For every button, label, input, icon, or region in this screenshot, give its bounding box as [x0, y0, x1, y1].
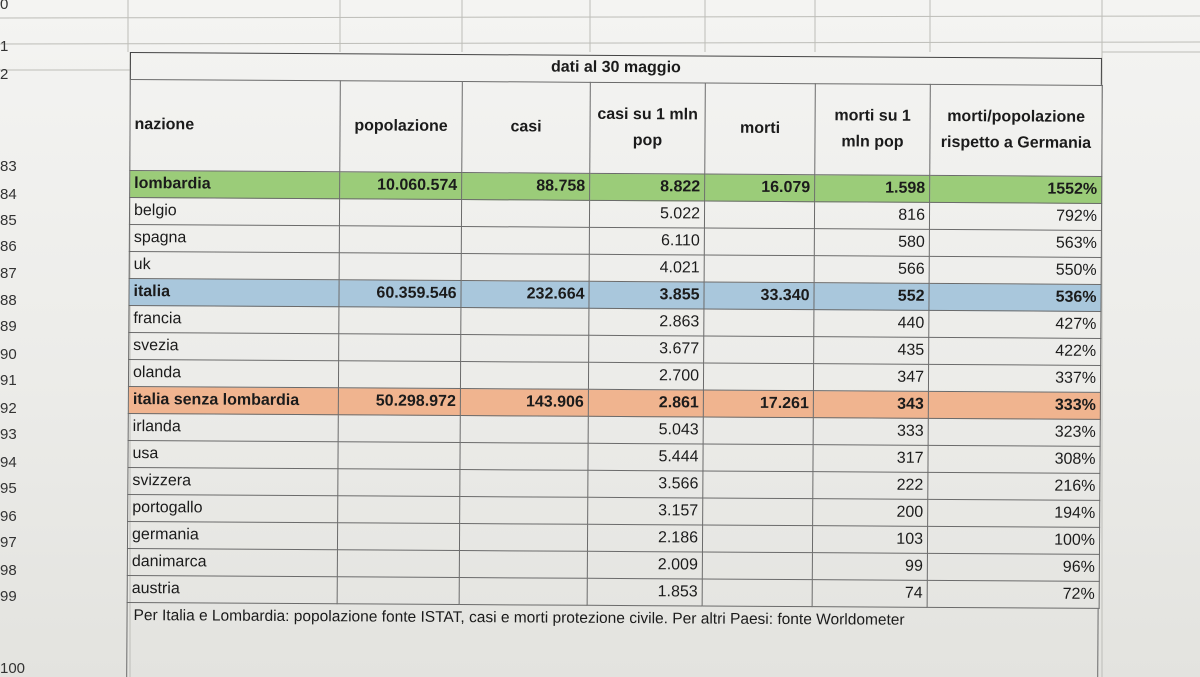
cell-casi-mln[interactable]: 8.822 [590, 173, 705, 201]
row-number[interactable]: 86 [0, 238, 17, 255]
cell-rapporto[interactable]: 216% [928, 472, 1100, 500]
cell-popolazione[interactable] [338, 469, 460, 497]
cell-nazione[interactable]: francia [129, 305, 339, 333]
cell-casi-mln[interactable]: 2.009 [587, 551, 702, 579]
cell-rapporto[interactable]: 550% [929, 256, 1101, 284]
cell-rapporto[interactable]: 308% [928, 445, 1100, 473]
cell-morti[interactable] [703, 444, 813, 472]
cell-popolazione[interactable] [339, 307, 461, 335]
cell-nazione[interactable]: italia [129, 278, 339, 306]
cell-morti[interactable]: 16.079 [705, 174, 815, 202]
cell-rapporto[interactable]: 337% [928, 364, 1100, 392]
cell-popolazione[interactable] [339, 253, 461, 281]
cell-casi-mln[interactable]: 1.853 [587, 578, 702, 606]
cell-popolazione[interactable] [338, 496, 460, 524]
cell-morti-mln[interactable]: 222 [813, 472, 928, 500]
row-number[interactable]: 87 [0, 265, 17, 282]
row-number[interactable]: 99 [0, 588, 17, 605]
cell-nazione[interactable]: uk [129, 251, 339, 279]
cell-rapporto[interactable]: 422% [929, 337, 1101, 365]
cell-casi-mln[interactable]: 5.444 [588, 443, 703, 471]
cell-morti-mln[interactable]: 74 [812, 580, 927, 608]
header-casi-mln[interactable]: casi su 1 mln pop [590, 82, 706, 174]
row-number[interactable]: 94 [0, 454, 17, 471]
cell-popolazione[interactable]: 50.298.972 [338, 388, 460, 416]
data-table [127, 79, 1103, 609]
cell-popolazione[interactable]: 10.060.574 [340, 172, 462, 200]
cell-casi-mln[interactable]: 3.855 [589, 281, 704, 309]
cell-popolazione[interactable]: 60.359.546 [339, 280, 461, 308]
cell-casi[interactable] [461, 200, 589, 228]
cell-popolazione[interactable] [338, 442, 460, 470]
row-number[interactable]: 91 [0, 372, 17, 389]
cell-morti[interactable] [702, 552, 812, 580]
cell-casi-mln[interactable]: 2.186 [587, 524, 702, 552]
cell-casi-mln[interactable]: 4.021 [589, 254, 704, 282]
cell-popolazione[interactable] [339, 334, 461, 362]
cell-morti-mln[interactable]: 566 [814, 256, 929, 284]
header-nazione[interactable]: nazione [130, 80, 341, 172]
cell-casi-mln[interactable]: 3.566 [588, 470, 703, 498]
cell-casi[interactable]: 143.906 [460, 389, 588, 417]
row-number[interactable]: 97 [0, 534, 17, 551]
row-number[interactable]: 88 [0, 292, 17, 309]
cell-rapporto[interactable]: 100% [927, 526, 1099, 554]
cell-nazione[interactable]: belgio [129, 198, 339, 226]
cell-casi-mln[interactable]: 2.700 [588, 362, 703, 390]
row-number[interactable]: 98 [0, 562, 17, 579]
header-morti[interactable]: morti [705, 83, 816, 175]
cell-nazione[interactable]: usa [128, 440, 338, 468]
cell-rapporto[interactable]: 323% [928, 418, 1100, 446]
cell-casi[interactable]: 88.758 [462, 173, 590, 201]
cell-popolazione[interactable] [337, 523, 459, 551]
cell-rapporto[interactable]: 563% [929, 229, 1101, 257]
cell-rapporto[interactable]: 536% [929, 283, 1101, 311]
cell-nazione[interactable]: italia senza lombardia [128, 386, 338, 414]
cell-morti-mln[interactable]: 343 [813, 391, 928, 419]
cell-popolazione[interactable] [338, 415, 460, 443]
table-body [127, 171, 1102, 609]
cell-casi[interactable] [461, 227, 589, 255]
cell-nazione[interactable]: lombardia [130, 171, 340, 199]
cell-morti[interactable] [704, 201, 814, 229]
cell-casi[interactable] [459, 578, 587, 606]
row-number[interactable]: 90 [0, 346, 17, 363]
cell-nazione[interactable]: svizzera [128, 467, 338, 495]
header-casi[interactable]: casi [462, 82, 591, 174]
header-morti-mln[interactable]: morti su 1 mln pop [815, 84, 931, 176]
cell-rapporto[interactable]: 1552% [930, 175, 1102, 203]
cell-casi[interactable] [461, 308, 589, 336]
cell-popolazione[interactable] [339, 226, 461, 254]
cell-morti-mln[interactable]: 333 [813, 418, 928, 446]
cell-casi[interactable] [460, 362, 588, 390]
cell-nazione[interactable]: portogallo [128, 494, 338, 522]
cell-morti[interactable] [703, 471, 813, 499]
cell-morti-mln[interactable]: 317 [813, 445, 928, 473]
row-number[interactable]: 0 [0, 0, 9, 13]
cell-rapporto[interactable]: 96% [927, 553, 1099, 581]
cell-morti-mln[interactable]: 580 [814, 229, 929, 257]
row-number[interactable]: 2 [0, 66, 9, 83]
row-number[interactable]: 1 [0, 38, 9, 55]
cell-morti-mln[interactable]: 1.598 [815, 175, 930, 203]
cell-nazione[interactable]: danimarca [127, 548, 337, 576]
table-title: dati al 30 maggio [130, 52, 1102, 85]
cell-casi[interactable] [459, 524, 587, 552]
cell-nazione[interactable]: spagna [129, 224, 339, 252]
cell-nazione[interactable]: austria [127, 575, 337, 603]
cell-popolazione[interactable] [337, 577, 459, 605]
row-number[interactable]: 89 [0, 318, 17, 335]
data-table-container [126, 52, 1102, 677]
cell-morti[interactable] [702, 525, 812, 553]
cell-morti-mln[interactable]: 552 [814, 283, 929, 311]
cell-nazione[interactable]: svezia [129, 332, 339, 360]
cell-casi-mln[interactable]: 5.043 [588, 416, 703, 444]
cell-nazione[interactable]: germania [127, 521, 337, 549]
row-number[interactable]: 84 [0, 186, 17, 203]
cell-morti-mln[interactable]: 347 [813, 364, 928, 392]
cell-morti-mln[interactable]: 200 [813, 499, 928, 527]
cell-rapporto[interactable]: 333% [928, 391, 1100, 419]
cell-morti[interactable] [704, 255, 814, 283]
cell-morti[interactable] [702, 579, 812, 607]
cell-morti[interactable] [703, 417, 813, 445]
header-rapporto-germania[interactable]: morti/popolazione rispetto a Germania [930, 84, 1103, 176]
cell-morti[interactable] [703, 363, 813, 391]
cell-casi[interactable] [459, 551, 587, 579]
cell-morti[interactable]: 17.261 [703, 390, 813, 418]
cell-casi-mln[interactable]: 2.861 [588, 389, 703, 417]
cell-casi[interactable] [461, 335, 589, 363]
cell-casi-mln[interactable]: 6.110 [589, 227, 704, 255]
source-note[interactable]: Per Italia e Lombardia: popolazione fonte ISTAT, casi e morti protezione civile. Per altri Paesi: fonte Worldometer [126, 603, 1098, 677]
cell-morti-mln[interactable]: 99 [812, 553, 927, 581]
row-number[interactable]: 85 [0, 212, 17, 229]
row-number[interactable]: 95 [0, 480, 17, 497]
cell-morti-mln[interactable]: 435 [814, 337, 929, 365]
cell-morti[interactable]: 33.340 [704, 282, 814, 310]
row-number[interactable]: 100 [0, 660, 26, 677]
cell-casi[interactable] [461, 254, 589, 282]
cell-rapporto[interactable]: 72% [927, 580, 1099, 608]
cell-casi[interactable] [460, 443, 588, 471]
cell-casi[interactable] [460, 497, 588, 525]
cell-nazione[interactable]: olanda [128, 359, 338, 387]
cell-popolazione[interactable] [339, 199, 461, 227]
row-number[interactable]: 83 [0, 158, 17, 175]
header-row [130, 80, 1103, 177]
cell-popolazione[interactable] [338, 361, 460, 389]
cell-rapporto[interactable]: 194% [928, 499, 1100, 527]
row-number[interactable]: 92 [0, 400, 17, 417]
cell-casi-mln[interactable]: 2.863 [589, 308, 704, 336]
cell-nazione[interactable]: irlanda [128, 413, 338, 441]
cell-casi[interactable] [460, 416, 588, 444]
cell-casi-mln[interactable]: 3.157 [588, 497, 703, 525]
cell-casi[interactable]: 232.664 [461, 281, 589, 309]
cell-morti[interactable] [704, 336, 814, 364]
cell-casi[interactable] [460, 470, 588, 498]
cell-morti[interactable] [704, 309, 814, 337]
cell-morti-mln[interactable]: 103 [812, 526, 927, 554]
cell-casi-mln[interactable]: 3.677 [589, 335, 704, 363]
row-number[interactable]: 93 [0, 426, 17, 443]
cell-morti-mln[interactable]: 440 [814, 310, 929, 338]
header-popolazione[interactable]: popolazione [340, 81, 463, 173]
row-number[interactable]: 96 [0, 508, 17, 525]
cell-morti[interactable] [704, 228, 814, 256]
cell-morti-mln[interactable]: 816 [814, 202, 929, 230]
cell-casi-mln[interactable]: 5.022 [589, 200, 704, 228]
cell-morti[interactable] [703, 498, 813, 526]
cell-rapporto[interactable]: 427% [929, 310, 1101, 338]
cell-rapporto[interactable]: 792% [929, 202, 1101, 230]
cell-popolazione[interactable] [337, 550, 459, 578]
